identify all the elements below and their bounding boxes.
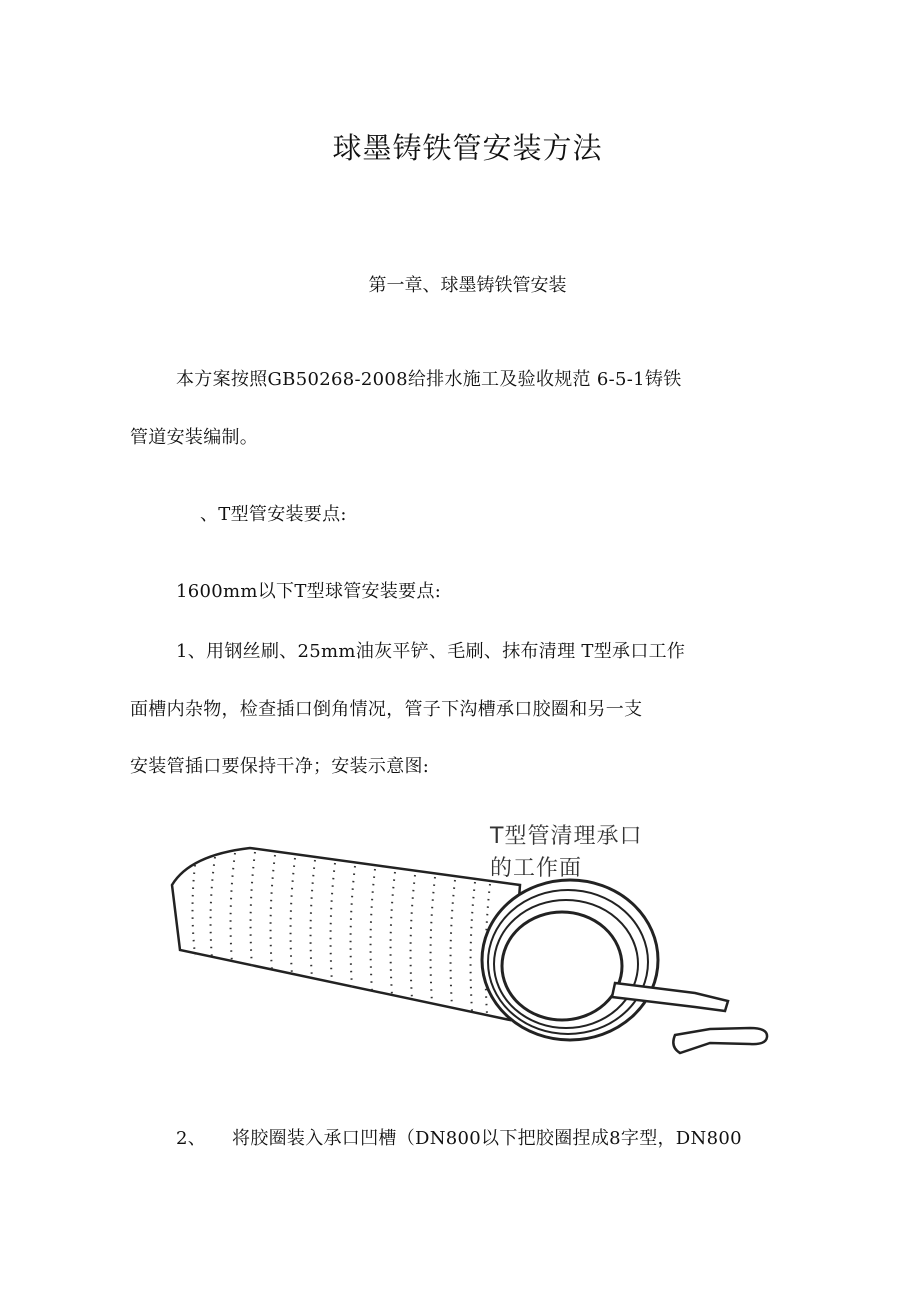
socket-opening <box>502 912 622 1020</box>
figure-label-line-1: T型管清理承口 <box>490 824 643 849</box>
step2-number: 2、 <box>176 1128 207 1149</box>
step1-line-2: 面槽内杂物，检查插口倒角情况，管子下沟槽承口胶圈和另一支 <box>130 699 643 720</box>
chapter-heading: 第一章、球墨铸铁管安装 <box>368 275 567 296</box>
pipe-body <box>172 848 520 1020</box>
step2-text: 将胶圈装入承口凹槽（DN800以下把胶圈捏成8字型，DN800 <box>232 1128 742 1149</box>
section-heading: 、T型管安装要点: <box>200 504 347 525</box>
subheading: 1600mm以下T型球管安装要点: <box>176 581 442 602</box>
brush-tool-icon <box>673 1028 767 1053</box>
figure-label-line-2: 的工作面 <box>490 856 583 881</box>
step1-line-1: 1、用钢丝刷、25mm油灰平铲、毛刷、抹布清理 T型承口工作 <box>176 641 686 662</box>
intro-paragraph-line-2: 管道安装编制。 <box>130 427 259 448</box>
intro-paragraph-line-1: 本方案按照GB50268-2008给排水施工及验收规范 6-5-1铸铁 <box>176 369 682 390</box>
installation-diagram <box>150 815 780 1070</box>
document-title: 球墨铸铁管安装方法 <box>332 131 603 165</box>
step1-line-3: 安装管插口要保持干净；安装示意图: <box>130 756 430 777</box>
pipe-illustration <box>150 815 780 1070</box>
